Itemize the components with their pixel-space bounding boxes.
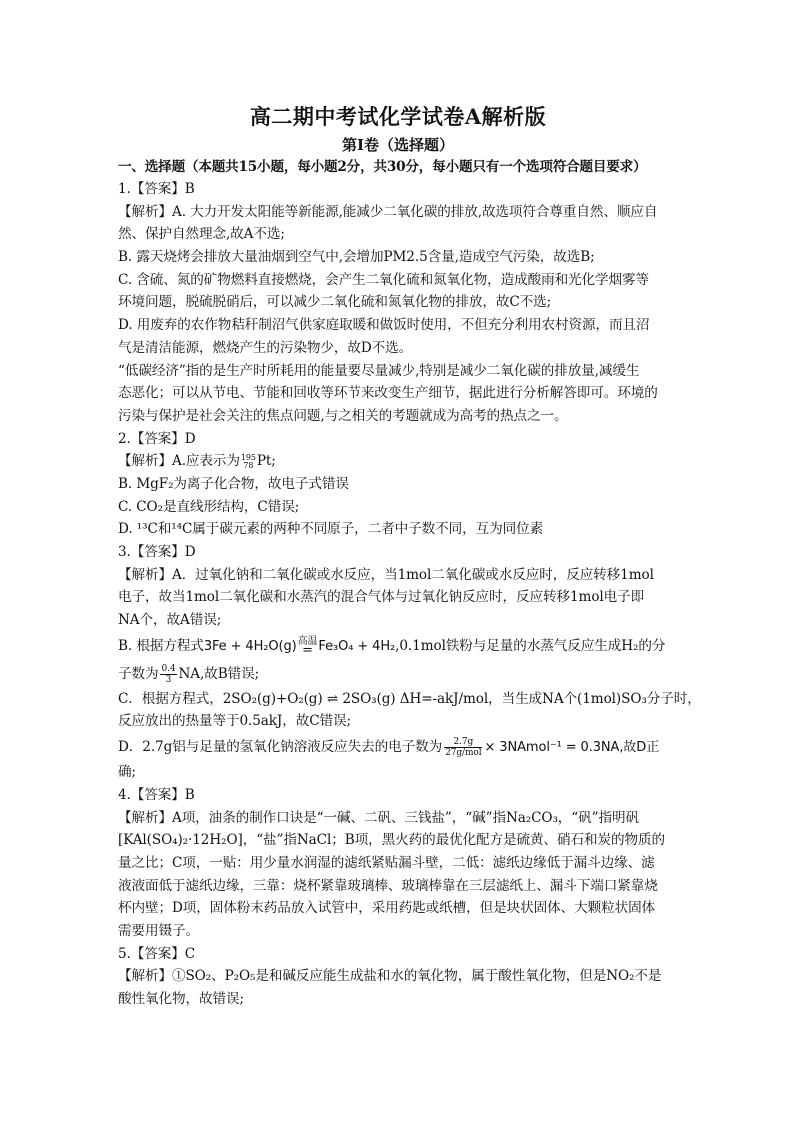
equals-sign: = [302, 642, 313, 658]
fraction-denominator: 3 [165, 674, 172, 685]
equation-left: 3Fe + 4H₂O(g) [203, 638, 297, 654]
q1-analysis-line: D. 用废弃的农作物秸秆制沼气供家庭取暖和做饭时使用，不但充分利用农村资源，而且沼 [118, 317, 650, 334]
q3-option-c-cont: 反应放出的热量等于0.5akJ，故C错误; [118, 713, 352, 730]
nuclide-symbol: Pt [256, 453, 272, 470]
q1-analysis-line: C. 含硫、氮的矿物燃料直接燃烧，会产生二氧化硫和氮氧化物，造成酸雨和光化学烟雾等 [118, 271, 650, 288]
q2-analysis-line: C. CO₂是直线形结构，C错误; [118, 498, 300, 515]
q1-answer: 1.【答案】B [118, 181, 195, 197]
q5-analysis-line: 酸性氧化物，故错误; [118, 991, 244, 1007]
q1-analysis-line: 污染与保护是社会关注的焦点问题,与之相关的考题就成为高考的热点之一。 [118, 407, 568, 424]
q3-b2-suffix: NA,故B错误; [178, 665, 260, 682]
q2-analysis-line [118, 450, 678, 473]
page-subtitle: 第Ⅰ卷（选择题） [341, 136, 455, 154]
nuclide-notation [241, 454, 256, 470]
q1-analysis-line: 然、保护自然理念,故A不选; [118, 226, 285, 243]
q1-analysis-line: 气是清洁能源，燃烧产生的污染物少，故D不选。 [118, 339, 413, 356]
q4-analysis-line: 需要用镊子。 [118, 922, 199, 939]
fraction-denominator: 27g/mol [445, 748, 482, 759]
q3-option-d [118, 733, 678, 761]
q1-analysis-line: B. 露天烧烤会排放大量油烟到空气中,会增加PM2.5含量,造成空气污染，故选B; [118, 249, 595, 266]
q3-option-b [118, 632, 678, 660]
q4-analysis-line: 杯内壁；D项，固体粉末药品放入试管中，采用药匙或纸槽，但是块状固体、大颗粒状固体 [118, 900, 656, 917]
q2-analysis-line: B. MgF₂为离子化合物，故电子式错误 [118, 475, 349, 492]
q2-prefix: 【解析】A.应表示为 [118, 453, 240, 470]
q3-b2-prefix: 子数为 [118, 665, 159, 682]
q3-option-d-cont: 确; [118, 764, 136, 781]
q5-answer: 5.【答案】C [118, 945, 196, 962]
q2-analysis-line: D. ¹³C和¹⁴C属于碳元素的两种不同原子，二者中子数不同，互为同位素 [118, 521, 544, 538]
q4-analysis-line: 液液面低于滤纸边缘，三靠：烧杯紧靠玻璃棒、玻璃棒靠在三层滤纸上、漏斗下端口紧靠烧 [118, 877, 658, 894]
atomic-number: 78 [243, 460, 254, 470]
q3-answer: 3.【答案】D [118, 544, 196, 560]
q2-suffix: ; [271, 453, 276, 470]
q3-option-b-cont [118, 660, 678, 688]
q3-option-c: C．根据方程式，2SO₂(g)+O₂(g) ⇌ 2SO₃(g) ΔH=-akJ/mol，当生成NA个(1mol)SO₃分子时， [118, 690, 701, 707]
q1-analysis-line: 态恶化；可以从节电、节能和回收等环节来改变生产细节，据此进行分析解答即可。环境的 [118, 385, 658, 402]
document-page [118, 100, 701, 1011]
q5-analysis-line: 【解析】①SO₂、P₂O₅是和碱反应能生成盐和水的氧化物，属于酸性氧化物，但是NO₂不是 [118, 968, 662, 985]
reaction-condition [298, 637, 318, 656]
q2-answer: 2.【答案】D [118, 430, 196, 447]
q3-d-prefix: D．2.7g铝与足量的氢氧化钠溶液反应失去的电子数为 [118, 739, 443, 756]
q4-analysis-line: 【解析】A项，油条的制作口诀是“一碱、二矾、三钱盐”，“碱”指Na₂CO₃，“矾”指明矾 [118, 809, 639, 826]
q4-answer: 4.【答案】B [118, 786, 195, 803]
q4-analysis-line: [KAl(SO₄)₂·12H₂O]，“盐”指NaCl；B项，黑火药的最优化配方是硫黄、硝石和炭的物质的 [118, 832, 665, 849]
page-title: 高二期中考试化学试卷A解析版 [249, 104, 547, 129]
q3-d-suffix: × 3NAmol⁻¹ = 0.3NA,故D正 [484, 740, 660, 756]
q1-analysis-line: 【解析】A. 大力开发太阳能等新能源,能减少二氧化碳的排放,故选项符合尊重自然、顺应自 [118, 203, 658, 220]
equation-right: Fe₃O₄ + 4H₂ [318, 638, 396, 654]
q1-analysis-line: 环境问题，脱硫脱硝后，可以减少二氧化硫和氮氧化物的排放，故C不选; [118, 294, 552, 311]
q1-analysis-line: “低碳经济”指的是生产时所耗用的能量要尽量减少,特别是减少二氧化碳的排放量,减缓生 [118, 362, 640, 379]
q3-analysis-line: 电子，故当1mol二氧化碳和水蒸汽的混合气体与过氧化钠反应时，反应转移1mol电子即 [118, 589, 645, 606]
fraction-numerator: 2.7g [444, 737, 482, 748]
fraction-numerator: 0.4 [161, 663, 176, 674]
q4-analysis-line: 量之比；C项，一贴：用少量水润湿的滤纸紧贴漏斗壁，二低：滤纸边缘低于漏斗边缘、滤 [118, 854, 655, 871]
section-heading: 一、选择题（本题共15小题，每小题2分，共30分，每小题只有一个选项符合题目要求） [118, 159, 647, 175]
q3-analysis-line: 【解析】A．过氧化钠和二氧化碳或水反应，当1mol二氧化碳或水反应时，反应转移1mol [118, 566, 654, 583]
fraction [444, 737, 482, 758]
q3-b-prefix: B. 根据方程式 [118, 637, 204, 654]
mass-number: 195 [240, 452, 256, 462]
q3-b-suffix: ,0.1mol铁粉与足量的水蒸气反应生成H₂的分 [395, 637, 666, 654]
condition-label: 高温 [297, 635, 318, 647]
q3-analysis-line: NA个，故A错误; [118, 612, 222, 629]
fraction [160, 664, 176, 685]
